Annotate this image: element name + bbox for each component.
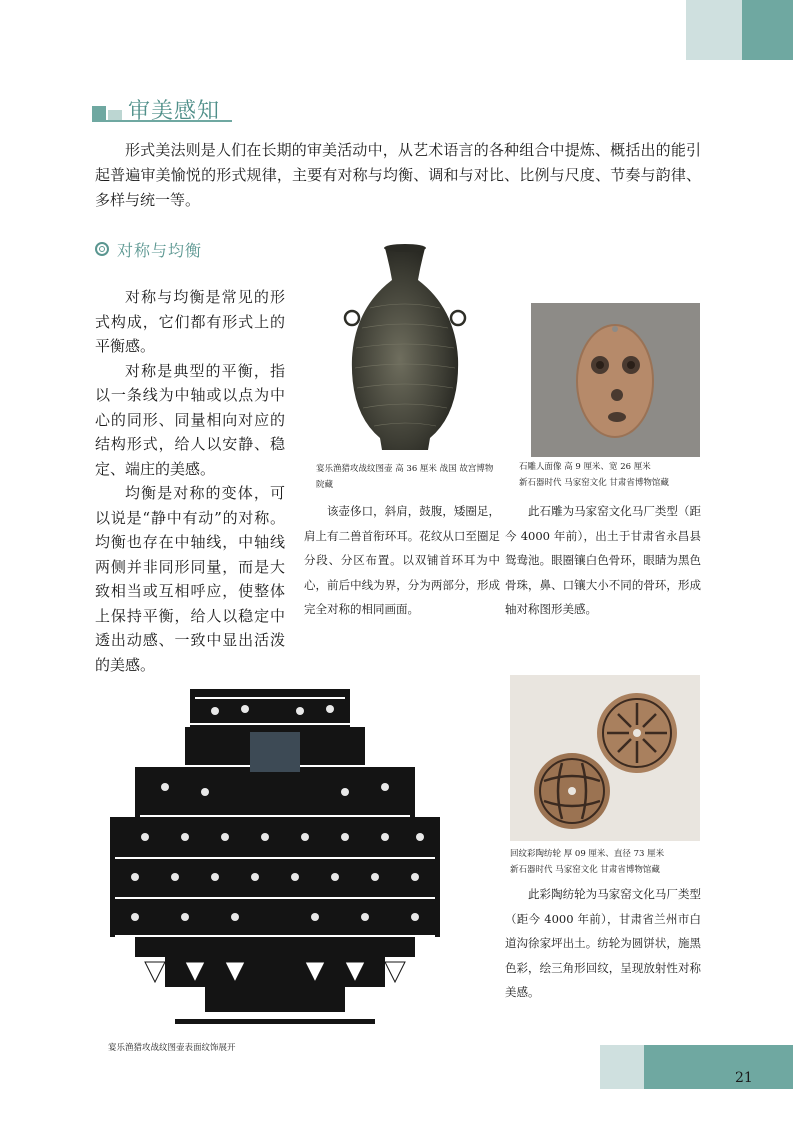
paragraph: 该壶侈口，斜肩，鼓腹，矮圈足，肩上有二兽首衔环耳。花纹从口至圈足分段、分区布置。以双铺首环耳为中心，前后中线为界，分为两部分，形成完全对称的相同画面。 [304, 504, 500, 616]
vase-pattern-unrolled-image [95, 687, 457, 1037]
paragraph: 对称是典型的平衡，指以一条线为中轴或以点为中心的同形、同量相向对应的结构形式，给人以安静、稳定、端庄的美感。 [95, 361, 285, 478]
header-marker-dark [92, 106, 106, 120]
caption-line: 新石器时代 马家窑文化 甘肃省博物馆藏 [510, 865, 660, 875]
corner-decoration-dark [742, 0, 793, 60]
footer-decoration-light [600, 1045, 644, 1089]
section-title: 审美感知 [128, 99, 221, 124]
corner-decoration-light [686, 0, 742, 60]
footer-decoration-dark [644, 1045, 793, 1089]
spindle-whorl-image [510, 675, 700, 841]
paragraph: 均衡是对称的变体，可以说是“静中有动”的对称。均衡也存在中轴线，中轴线两侧并非同形同量，而是大致相当或互相呼应，使整体上保持平衡，给人以稳定中透出动感、一致中显出活泼的美感。 [95, 484, 285, 674]
left-column-text [95, 285, 285, 677]
caption-line: 新石器时代 马家窑文化 甘肃省博物馆藏 [519, 478, 669, 488]
paragraph: 此彩陶纺轮为马家窑文化马厂类型（距今 4000 年前），甘肃省兰州市白道沟徐家坪出土。纺轮为圆饼状，施黑色彩，绘三角形回纹，呈现放射性对称美感。 [505, 887, 701, 999]
header-marker-light [108, 110, 122, 120]
caption-line: 回纹彩陶纺轮 厚 09 厘米、直径 73 厘米 [510, 849, 665, 859]
mask-description [505, 499, 701, 622]
vase-caption: 宴乐渔猎攻战纹图壶 高 36 厘米 战国 故宫博物院藏 [316, 464, 494, 490]
paragraph: 此石雕为马家窑文化马厂类型（距今 4000 年前），出土于甘肃省永昌县鸳鸯池。眼圈镶白色骨环，眼睛为黑色骨珠，鼻、口镶大小不同的骨环，形成轴对称图形美感。 [505, 504, 701, 616]
paragraph: 对称与均衡是常见的形式构成，它们都有形式上的平衡感。 [95, 288, 285, 355]
intro-paragraph: 形式美法则是人们在长期的审美活动中，从艺术语言的各种组合中提炼、概括出的能引起普遍审美愉悦的形式规律，主要有对称与均衡、调和与对比、比例与尺度、节奏与韵律、多样与统一等。 [95, 141, 701, 209]
stone-face-mask-image [531, 303, 700, 457]
pattern-caption: 宴乐渔猎攻战纹图壶表面纹饰展开 [108, 1043, 236, 1053]
vase-description [304, 499, 500, 622]
mask-caption [519, 459, 709, 491]
subsection-title-text: 对称与均衡 [117, 241, 203, 260]
subsection-title [95, 238, 202, 261]
whorl-caption [510, 846, 700, 878]
circle-bullet-icon [95, 242, 109, 256]
whorl-description [505, 882, 701, 1005]
caption-line: 石雕人面像 高 9 厘米、宽 26 厘米 [519, 462, 651, 472]
bronze-vase-image [330, 238, 480, 456]
page-number: 21 [735, 1070, 753, 1086]
